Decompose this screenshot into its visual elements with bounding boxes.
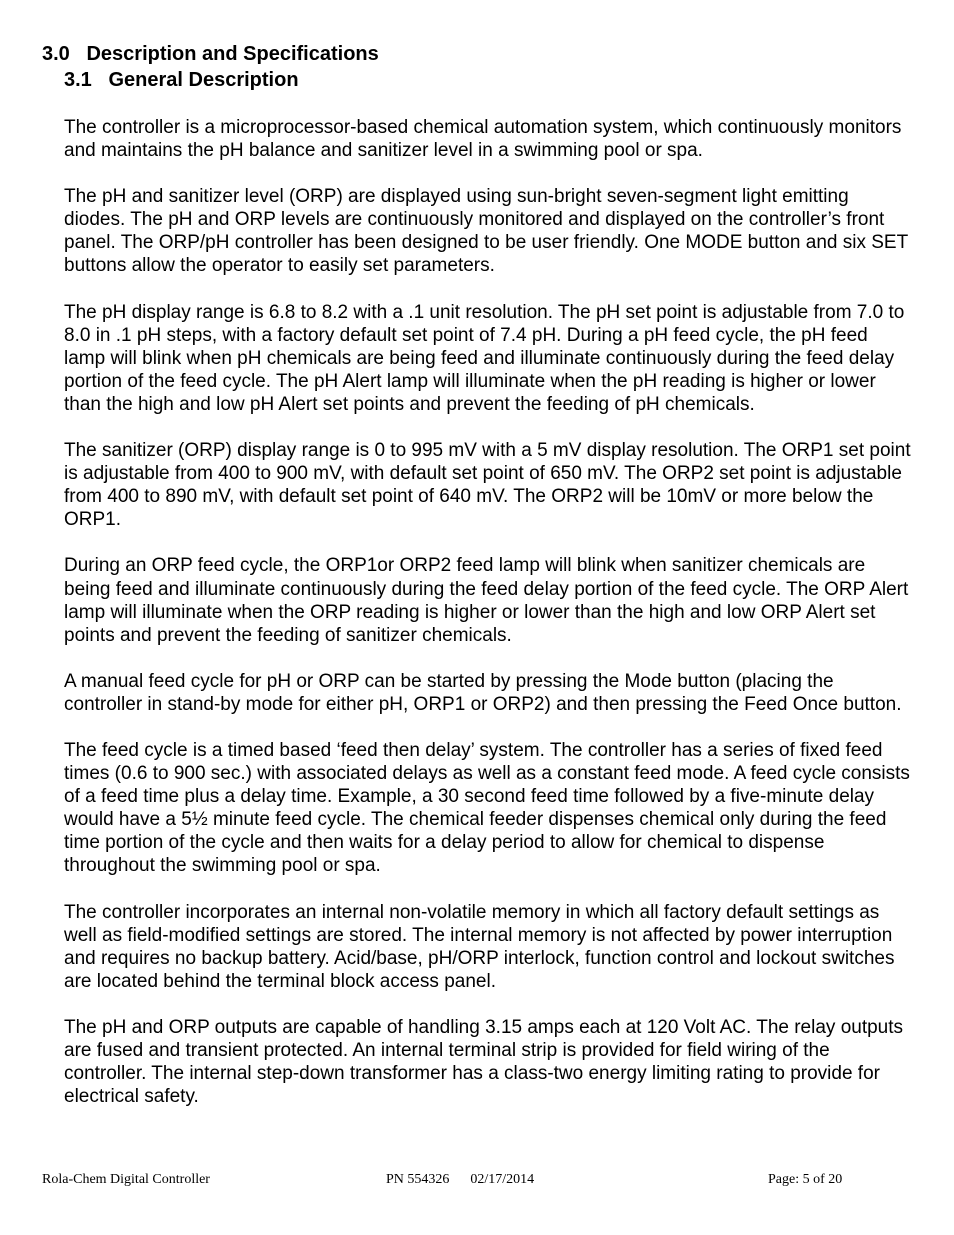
- paragraph-ph-range: The pH display range is 6.8 to 8.2 with a .1 unit resolution. The pH set point is adjustable from 7.0 to 8.0 in .1 pH steps, with a factory default set point of 7.4 pH. During a pH feed cycle, the pH feed lamp will blink when pH chemicals are being feed and illuminate continuously during the feed delay portion of the feed cycle. The pH Alert lamp will illuminate when the pH reading is higher or lower than the high and low pH Alert set points and prevent the feeding of pH chemicals.: [64, 301, 905, 415]
- subsection-heading: 3.1 General Description: [64, 69, 299, 91]
- paragraph-orp-feed-cycle: During an ORP feed cycle, the ORP1or ORP2 feed lamp will blink when sanitizer chemicals are being feed and illuminate continuously during the feed delay portion of the feed cycle. The ORP Alert lamp will illuminate when the ORP reading is higher or lower than the high and low ORP Alert set points and prevent the feeding of sanitizer chemicals.: [64, 555, 909, 646]
- paragraph-outputs: The pH and ORP outputs are capable of handling 3.15 amps each at 120 Volt AC. The relay outputs are fused and transient protected. An internal terminal strip is provided for field wiring of the controller. The internal step-down transformer has a class-two energy limiting rating to provide for electrical safety.: [64, 1016, 904, 1108]
- footer-page-number: Page: 5 of 20: [768, 1172, 843, 1187]
- paragraph-manual-feed: A manual feed cycle for pH or ORP can be started by pressing the Mode button (placing the controller in stand-by mode for either pH, ORP1 or ORP2) and then pressing the Feed Once button.: [64, 670, 902, 715]
- paragraph-overview: The controller is a microprocessor-based chemical automation system, which continuously monitors and maintains the pH balance and sanitizer level in a swimming pool or spa.: [64, 117, 902, 162]
- paragraph-orp-range: The sanitizer (ORP) display range is 0 to 995 mV with a 5 mV display resolution. The ORP1 set point is adjustable from 400 to 900 mV, with default set point of 650 mV. The ORP2 set point is adjustable from 400 to 890 mV, with default set point of 640 mV. The ORP2 will be 10mV or more below the ORP1.: [64, 440, 911, 531]
- body-text: [64, 116, 914, 1131]
- paragraph-display: The pH and sanitizer level (ORP) are displayed using sun-bright seven-segment light emitting diodes. The pH and ORP levels are continuously monitored and displayed on the controller’s front panel. The ORP/pH controller has been designed to be user friendly. One MODE button and six SET buttons allow the operator to easily set parameters.: [64, 186, 908, 277]
- footer-part-number-date: PN 554326 02/17/2014: [386, 1172, 535, 1187]
- paragraph-memory: The controller incorporates an internal non-volatile memory in which all factory default settings as well as field-modified settings are stored. The internal memory is not affected by power interruption and requires no backup battery. Acid/base, pH/ORP interlock, function control and lockout switches are located behind the terminal block access panel.: [64, 901, 895, 992]
- footer-document-title: Rola-Chem Digital Controller: [42, 1172, 210, 1187]
- section-heading: 3.0 Description and Specifications: [42, 43, 379, 65]
- paragraph-feed-cycle: The feed cycle is a timed based ‘feed then delay’ system. The controller has a series of fixed feed times (0.6 to 900 sec.) with associated delays as well as a constant feed mode. A feed cycle consists of a feed time plus a delay time. Example, a 30 second feed time followed by a five-minute delay would have a 5½ minute feed cycle. The chemical feeder dispenses chemical only during the feed time portion of the cycle and then waits for a delay period to allow for chemical to dispense throughout the swimming pool or spa.: [64, 739, 910, 877]
